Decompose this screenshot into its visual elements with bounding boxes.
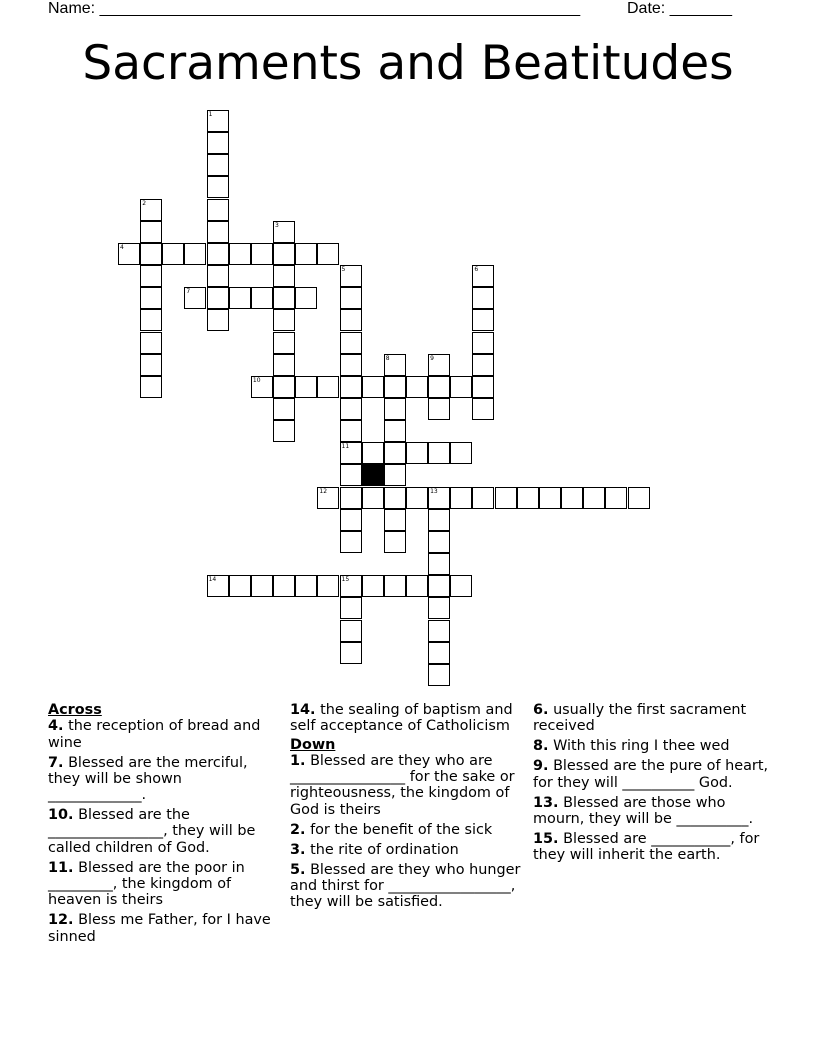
grid-cell[interactable] bbox=[140, 309, 162, 331]
clues-column-2 bbox=[290, 702, 526, 914]
grid-cell[interactable] bbox=[273, 287, 295, 309]
clues-column-3 bbox=[533, 702, 769, 867]
grid-cell[interactable] bbox=[251, 575, 273, 597]
clue-number: 9 bbox=[430, 354, 434, 362]
grid-cell[interactable] bbox=[140, 221, 162, 243]
grid-cell[interactable] bbox=[273, 309, 295, 331]
grid-cell[interactable] bbox=[340, 309, 362, 331]
grid-cell[interactable] bbox=[207, 176, 229, 198]
grid-cell[interactable] bbox=[472, 487, 494, 509]
grid-cell[interactable] bbox=[384, 531, 406, 553]
grid-cell[interactable] bbox=[229, 287, 251, 309]
clue-across-11: 11. Blessed are the poor in _________, the kingdom of heaven is theirs bbox=[48, 859, 245, 909]
clue-number: 12 bbox=[319, 487, 328, 495]
clue-number: 5 bbox=[341, 266, 346, 273]
grid-cell[interactable] bbox=[340, 509, 362, 531]
grid-cell[interactable] bbox=[140, 243, 162, 265]
clue-number: 3 bbox=[275, 221, 279, 229]
grid-cell[interactable] bbox=[295, 287, 317, 309]
grid-cell[interactable] bbox=[295, 575, 317, 597]
clue-down-9: 9. Blessed are the pure of heart, for they will __________ God. bbox=[533, 758, 769, 791]
grid-cell[interactable] bbox=[472, 287, 494, 309]
grid-cell[interactable] bbox=[406, 487, 428, 509]
grid-cell[interactable] bbox=[384, 442, 406, 464]
clue-down-6: 6. usually the first sacrament received bbox=[533, 702, 747, 735]
grid-cell[interactable] bbox=[406, 376, 428, 398]
grid-cell[interactable] bbox=[207, 575, 229, 597]
grid-cell[interactable] bbox=[472, 354, 494, 376]
grid-cell[interactable] bbox=[273, 332, 295, 354]
date-field: Date: _______ bbox=[627, 0, 732, 17]
grid-cell[interactable] bbox=[340, 597, 362, 619]
grid-cell[interactable] bbox=[340, 464, 362, 486]
across-heading: Across bbox=[48, 702, 102, 718]
grid-cell[interactable] bbox=[317, 243, 339, 265]
grid-cell[interactable] bbox=[384, 376, 406, 398]
grid-cell[interactable] bbox=[184, 287, 206, 309]
grid-cell[interactable] bbox=[207, 199, 229, 221]
clue-down-3: 3. the rite of ordination bbox=[290, 841, 459, 858]
grid-cell[interactable] bbox=[428, 642, 450, 664]
grid-cell[interactable] bbox=[384, 487, 406, 509]
grid-cell[interactable] bbox=[406, 442, 428, 464]
grid-cell[interactable] bbox=[561, 487, 583, 509]
grid-cell[interactable] bbox=[628, 487, 650, 509]
grid-cell[interactable] bbox=[229, 575, 251, 597]
grid-cell[interactable] bbox=[340, 332, 362, 354]
grid-cell[interactable] bbox=[428, 354, 450, 376]
clue-down-15: 15. Blessed are ___________, for they will inherit the earth. bbox=[533, 830, 760, 864]
grid-cell[interactable] bbox=[340, 531, 362, 553]
puzzle-title: Sacraments and Beatitudes bbox=[82, 36, 734, 91]
grid-cell[interactable] bbox=[140, 265, 162, 287]
grid-cell[interactable] bbox=[251, 376, 273, 398]
grid-cell[interactable] bbox=[428, 531, 450, 553]
grid-cell[interactable] bbox=[251, 287, 273, 309]
clue-number: 15 bbox=[341, 576, 350, 584]
grid-cell[interactable] bbox=[273, 398, 295, 420]
grid-cell[interactable] bbox=[207, 221, 229, 243]
clue-across-7: 7. Blessed are the merciful, they will be shown _____________. bbox=[48, 754, 248, 804]
grid-cell[interactable] bbox=[340, 442, 362, 464]
grid-cell[interactable] bbox=[162, 243, 184, 265]
clues-column-1 bbox=[48, 702, 284, 949]
grid-cell[interactable] bbox=[184, 243, 206, 265]
clue-across-4: 4. the reception of bread and wine bbox=[48, 718, 261, 751]
grid-cell[interactable] bbox=[605, 487, 627, 509]
grid-cell[interactable] bbox=[428, 575, 450, 597]
grid-cell[interactable] bbox=[340, 575, 362, 597]
clue-number: 7 bbox=[186, 288, 191, 296]
grid-cell[interactable] bbox=[384, 398, 406, 420]
grid-cell[interactable] bbox=[472, 376, 494, 398]
grid-cell[interactable] bbox=[384, 354, 406, 376]
grid-cell[interactable] bbox=[384, 509, 406, 531]
grid-cell[interactable] bbox=[362, 442, 384, 464]
grid-cell[interactable] bbox=[273, 243, 295, 265]
grid-cell[interactable] bbox=[583, 487, 605, 509]
grid-cell[interactable] bbox=[384, 575, 406, 597]
grid-cell[interactable] bbox=[340, 642, 362, 664]
clue-across-10: 10. Blessed are the ________________, they will be called children of God. bbox=[48, 807, 256, 856]
clue-number: 2 bbox=[142, 199, 147, 207]
clue-down-5: 5. Blessed are they who hunger and thirst for _________________, they will be satisfied. bbox=[290, 861, 521, 911]
grid-cell[interactable] bbox=[273, 265, 295, 287]
grid-cell[interactable] bbox=[384, 420, 406, 442]
grid-cell[interactable] bbox=[140, 376, 162, 398]
grid-cell[interactable] bbox=[428, 376, 450, 398]
grid-cell[interactable] bbox=[517, 487, 539, 509]
grid-cell[interactable] bbox=[317, 376, 339, 398]
clue-number: 1 bbox=[208, 111, 213, 118]
grid-cell[interactable] bbox=[428, 597, 450, 619]
grid-cell[interactable] bbox=[472, 309, 494, 331]
grid-cell[interactable] bbox=[384, 464, 406, 486]
grid-cell[interactable] bbox=[340, 487, 362, 509]
grid-cell[interactable] bbox=[340, 354, 362, 376]
clue-down-2: 2. for the benefit of the sick bbox=[290, 821, 493, 838]
grid-cell[interactable] bbox=[362, 575, 384, 597]
grid-cell[interactable] bbox=[295, 376, 317, 398]
grid-cell[interactable] bbox=[428, 620, 450, 642]
grid-cell[interactable] bbox=[406, 575, 428, 597]
clue-number: 10 bbox=[252, 376, 261, 384]
grid-cell[interactable] bbox=[428, 442, 450, 464]
grid-cell[interactable] bbox=[273, 575, 295, 597]
clue-number: 8 bbox=[385, 354, 390, 362]
grid-cell[interactable] bbox=[340, 398, 362, 420]
clue-across-14: 14. the sealing of baptism and self acceptance of Catholicism bbox=[290, 702, 513, 735]
grid-cell[interactable] bbox=[450, 376, 472, 398]
grid-cell[interactable] bbox=[362, 376, 384, 398]
grid-cell[interactable] bbox=[472, 332, 494, 354]
grid-cell[interactable] bbox=[428, 487, 450, 509]
clue-down-1: 1. Blessed are they who are ________________ for the sake or righteousness, the kingdom of God is theirs bbox=[290, 752, 515, 818]
name-field: Name: ______________________________________________________ bbox=[48, 0, 581, 17]
grid-cell[interactable] bbox=[428, 553, 450, 575]
grid-cell[interactable] bbox=[340, 265, 362, 287]
down-heading: Down bbox=[290, 736, 336, 753]
grid-cell[interactable] bbox=[207, 110, 229, 132]
grid-cell[interactable] bbox=[118, 243, 140, 265]
grid-cell[interactable] bbox=[317, 575, 339, 597]
grid-cell[interactable] bbox=[450, 487, 472, 509]
grid-cell[interactable] bbox=[140, 199, 162, 221]
clue-number: 13 bbox=[430, 487, 438, 495]
grid-cell[interactable] bbox=[539, 487, 561, 509]
grid-cell[interactable] bbox=[251, 243, 273, 265]
grid-cell[interactable] bbox=[450, 575, 472, 597]
clue-down-8: 8. With this ring I thee wed bbox=[533, 738, 730, 755]
grid-cell[interactable] bbox=[273, 420, 295, 442]
grid-cell[interactable] bbox=[140, 332, 162, 354]
grid-cell[interactable] bbox=[140, 287, 162, 309]
grid-cell[interactable] bbox=[495, 487, 517, 509]
clue-number: 4 bbox=[120, 243, 124, 251]
grid-cell[interactable] bbox=[207, 154, 229, 176]
grid-cell[interactable] bbox=[472, 265, 494, 287]
grid-cell[interactable] bbox=[317, 487, 339, 509]
grid-cell[interactable] bbox=[207, 309, 229, 331]
grid-cell[interactable] bbox=[450, 442, 472, 464]
grid-cell[interactable] bbox=[140, 354, 162, 376]
clue-number: 11 bbox=[341, 443, 350, 451]
grid-cell[interactable] bbox=[340, 287, 362, 309]
clue-down-13: 13. Blessed are those who mourn, they will be __________. bbox=[533, 794, 754, 827]
grid-cell[interactable] bbox=[340, 620, 362, 642]
grid-cell[interactable] bbox=[362, 487, 384, 509]
grid-cell[interactable] bbox=[229, 243, 251, 265]
grid-cell[interactable] bbox=[207, 132, 229, 154]
grid-cell[interactable] bbox=[207, 287, 229, 309]
grid-cell[interactable] bbox=[273, 221, 295, 243]
grid-cell[interactable] bbox=[428, 398, 450, 420]
grid-cell[interactable] bbox=[295, 243, 317, 265]
grid-cell[interactable] bbox=[207, 265, 229, 287]
clue-number: 14 bbox=[208, 576, 217, 584]
grid-cell[interactable] bbox=[273, 354, 295, 376]
clue-across-12: 12. Bless me Father, for I have sinned bbox=[48, 912, 271, 945]
grid-cell[interactable] bbox=[428, 509, 450, 531]
grid-cell[interactable] bbox=[340, 376, 362, 398]
grid-cell[interactable] bbox=[273, 376, 295, 398]
grid-cell[interactable] bbox=[428, 664, 450, 686]
black-cell bbox=[362, 464, 384, 486]
grid-cell[interactable] bbox=[340, 420, 362, 442]
grid-cell[interactable] bbox=[207, 243, 229, 265]
clue-number: 6 bbox=[474, 266, 479, 273]
grid-cell[interactable] bbox=[472, 398, 494, 420]
